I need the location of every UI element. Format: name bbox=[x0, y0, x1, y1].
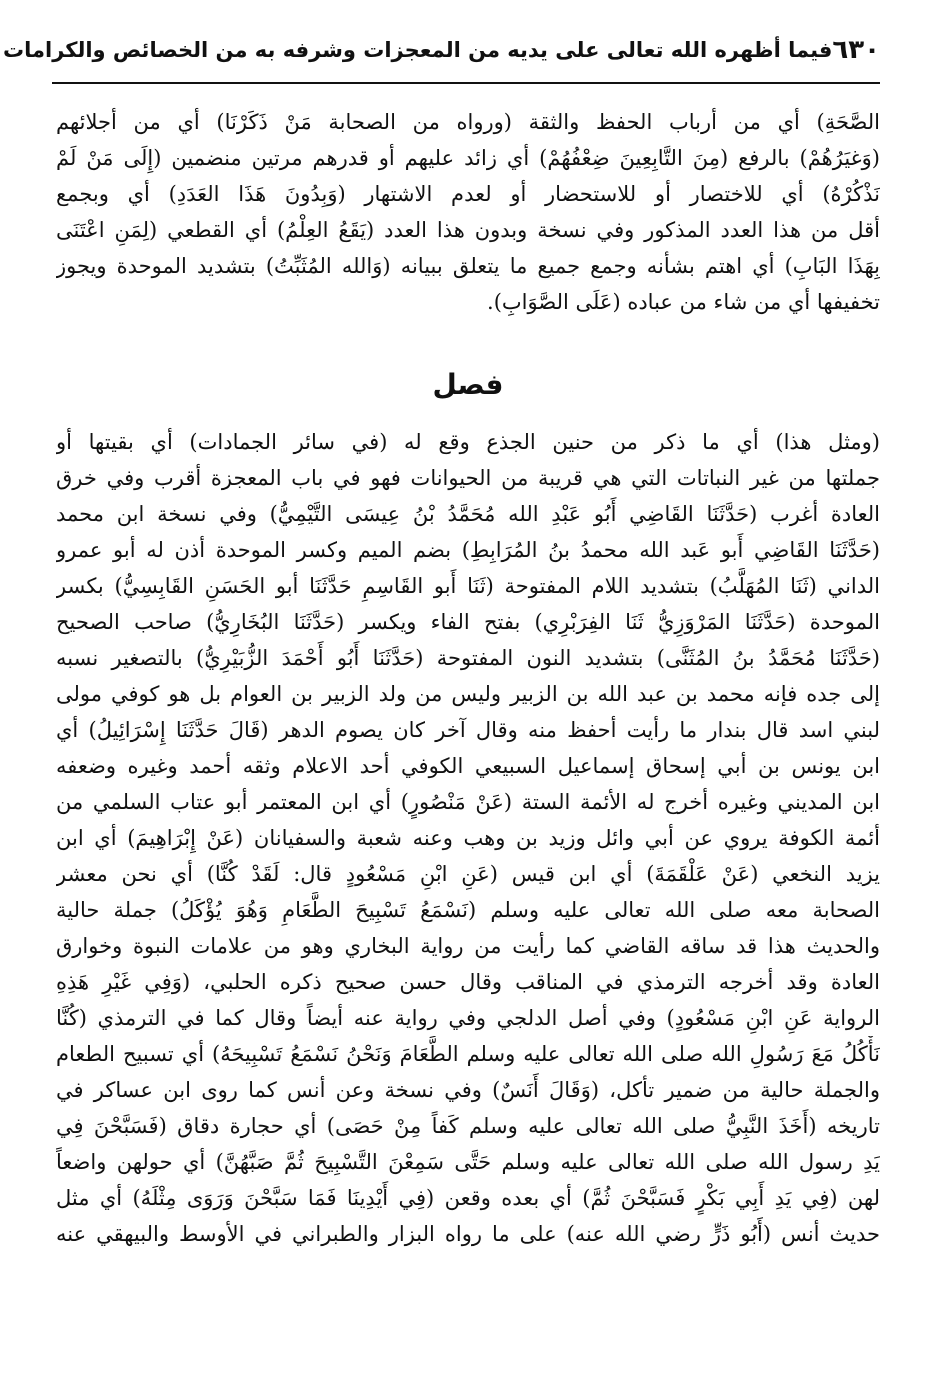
text-line: العادة أغرب (حَدَّثَنَا القَاضِي أَبُو عَبْدِ الله مُحَمَّدُ بْنُ عِيسَى التَّيْمِيُّ) وفي نسخة ابن محمد bbox=[56, 502, 880, 526]
text-line: (حَدَّثَنَا مُحَمَّدُ بنُ المُثَنَّى) بتشديد النون المفتوحة (حَدَّثَنَا أَبُو أَحْمَدَ الزُّبَيْرِيُّ) بالتصغير نسبه bbox=[56, 646, 880, 670]
text-line: جملتها من غير النباتات التي هي قريبة من الحيوانات فهو في باب المعجزة أقرب وفي خرق bbox=[56, 466, 880, 490]
text-line: تاريخه (أَخَذَ النَّبِيُّ صلى الله تعالى عليه وسلم كَفاً مِنْ حَصَى) أي حجارة دقاق (فَسَبَّحْنَ فِي bbox=[56, 1114, 880, 1138]
text-line: إلى جده فإنه محمد بن عبد الله بن الزبير وليس من ولد الزبير بن العوام بل هو كوفي مولى bbox=[56, 682, 880, 706]
text-line: (وَغيَرُهُمْ) بالرفع (مِنَ التَّابِعِينَ ضِعْفُهُمْ) أي زائد عليهم أو قدرهم مرتين منضمين (إِلَى مَنْ لَمْ bbox=[56, 146, 880, 170]
text-line: تخفيفها أي من شاء من عباده (عَلَى الصَّوَابِ). bbox=[487, 290, 880, 314]
text-line: (حَدَّثَنَا القَاضِي أَبو عَبد الله محمدُ بنُ المُرَابِطِ) بضم الميم وكسر الموحدة أذن له أبو عمرو bbox=[56, 538, 880, 562]
text-line: بِهَذَا البَابِ) أي اهتم بشأنه وجمع جميع ما يتعلق ببيانه (وَالله المُثَبِّتُ) بتشديد الموحدة ويجوز bbox=[56, 254, 880, 278]
text-line: والحديث هذا قد ساقه القاضي كما رأيت من رواية البخاري وهو من علامات النبوة وخوارق bbox=[56, 934, 880, 958]
text-line: يَدِ رسول الله صلى الله تعالى عليه وسلم حَتَّى سَمِعْنَ التَّسْبِيحَ ثُمَّ صَبَّهُنَّ) أي حولهن واضعاً bbox=[56, 1150, 880, 1174]
header-rule bbox=[52, 82, 880, 84]
text-line: نَذْكُرْهُ) أي للاختصار أو للاستحضار أو لعدم الاشتهار (وَبِدُونَ هَذَا العَدَدِ) أي وبجمع bbox=[56, 182, 880, 206]
paragraph-2 bbox=[56, 424, 880, 1252]
text-line: والجملة حالية من ضمير تأكل، (وَقَالَ أَنَسٌ) وفي نسخة وعن أنس كما روى ابن عساكر في bbox=[56, 1078, 880, 1102]
section-heading: فصل bbox=[432, 368, 504, 401]
text-line: الرواية عَنِ ابْنِ مَسْعُودٍ) وفي أصل الدلجي وفي رواية عنه أيضاً وقال كما في الترمذي (كُنَّا bbox=[56, 1006, 880, 1030]
paragraph-1 bbox=[56, 104, 880, 320]
text-line: الموحدة (حَدَّثَنَا المَرْوَزِيُّ ثَنَا الفِرَبْرِي) بفتح الفاء ويكسر (حَدَّثَنَا البُخَارِيُّ) صاحب الصحيح bbox=[56, 610, 880, 634]
text-line: لهن (فِي يَدِ أَبِي بَكْرٍ فَسَبَّحْنَ ثُمَّ) أي بعده وقعن (فِي أَيْدِينَا فَمَا سَبَّحْنَ وَرَوَى مِثْلَهُ) أي مثل bbox=[56, 1186, 880, 1210]
text-line: الداني (ثَنَا المُهَلَّبُ) بتشديد اللام المفتوحة (ثَنَا أَبو القَاسِمِ حَدَّثَنَا أبو الحَسَنِ القَابِسِيُّ) بكسر bbox=[56, 574, 880, 598]
text-line: الصحابة معه صلى الله تعالى عليه وسلم (نَسْمَعُ تَسْبِيحَ الطَّعَامِ وَهُوَ يُؤْكَلُ) جملة حالية bbox=[56, 898, 880, 922]
text-line: ابن المديني وغيره أخرج له الأئمة الستة (عَنْ مَنْصُورٍ) أي ابن المعتمر أبو عتاب السلمي من bbox=[56, 790, 880, 814]
running-head bbox=[3, 30, 880, 70]
text-line: العادة وقد أخرجه الترمذي في المناقب وقال حسن صحيح ذكره الحلبي، (وَفِي غَيْرِ هَذِهِ bbox=[56, 970, 880, 994]
running-title: فيما أظهره الله تعالى على يديه من المعجزات وشرفه به من الخصائص والكرامات bbox=[3, 38, 833, 62]
text-line: (ومثل هذا) أي ما ذكر من حنين الجذع وقع له (في سائر الجمادات) أي بقيتها أو bbox=[56, 430, 880, 454]
text-line: أئمة الكوفة يروي عن أبي وائل وزيد بن وهب وعنه شعبة والسفيانان (عَنْ إِبْرَاهِيمَ) أي ابن bbox=[56, 826, 880, 850]
text-line: لبني اسد قال بندار ما رأيت أحفظ منه وقال آخر كان يصوم الدهر (قَالَ حَدَّثَنَا إِسْرَائِيلُ) أي bbox=[56, 718, 880, 742]
text-line: الصَّحَةِ) أي من أرباب الحفظ والثقة (ورواه من الصحابة مَنْ ذَكَرْنَا) أي من أجلائهم bbox=[56, 110, 880, 134]
text-line: ابن يونس بن أبي إسحاق إسماعيل السبيعي الكوفي أحد الاعلام وثقه أحمد وغيره وضعفه bbox=[56, 754, 880, 778]
page-number: ٦٣٠ bbox=[832, 35, 880, 65]
text-line: نَأْكُلُ مَعَ رَسُولِ الله صلى الله تعالى عليه وسلم الطَّعَامَ وَنَحْنُ نَسْمَعُ تَسْبِيحَهُ) أي تسبيح الطعام bbox=[56, 1042, 880, 1066]
text-line: يزيد النخعي (عَنْ عَلْقَمَةَ) أي ابن قيس (عَنِ ابْنِ مَسْعُودٍ قال: لَقَدْ كُنَّا) أي نحن معشر bbox=[56, 862, 880, 886]
text-line: حديث أنس (أَبُو ذَرٍّ رضي الله عنه) على ما رواه البزار والطبراني في الأوسط والبيهقي عنه bbox=[56, 1222, 880, 1246]
text-line: أقل من هذا العدد المذكور وفي نسخة وبدون هذا العدد (يَقَعُ العِلْمُ) أي القطعي (لِمَنِ اعْتَنَى bbox=[56, 218, 880, 242]
